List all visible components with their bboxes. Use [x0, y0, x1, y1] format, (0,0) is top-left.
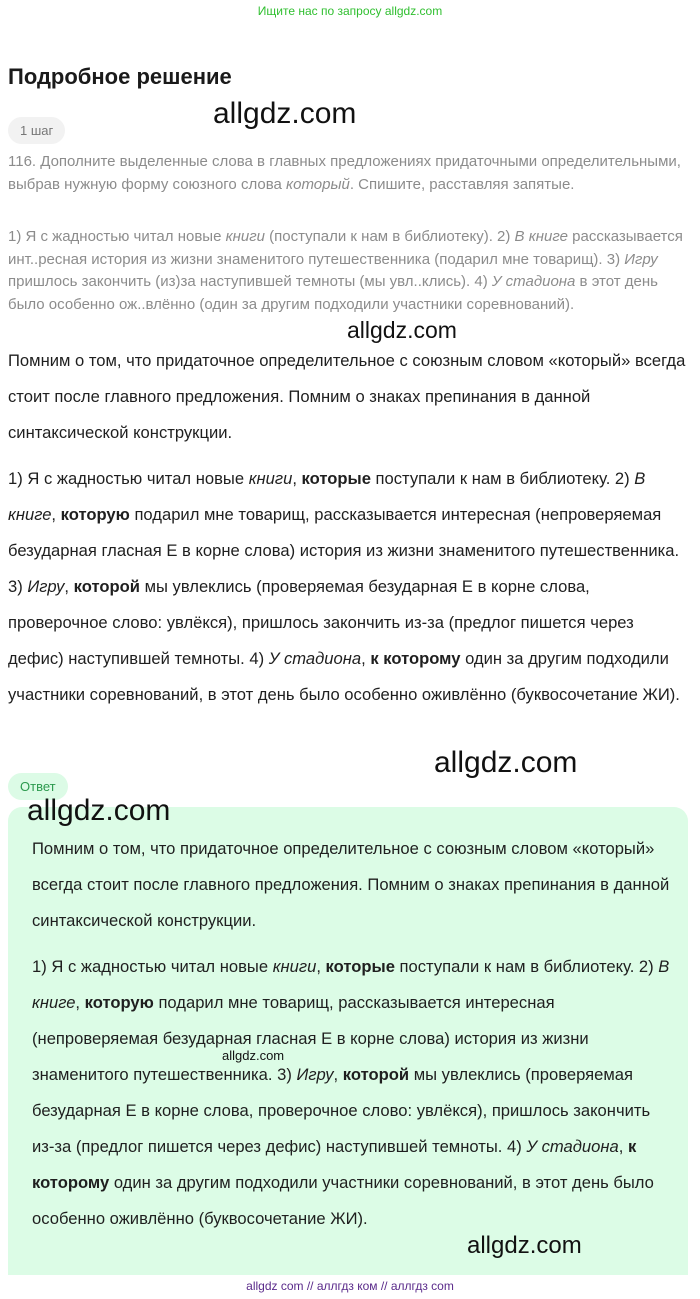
text-segment: ,: [51, 505, 61, 524]
bold-text: которые: [325, 957, 395, 976]
italic-text: который: [286, 175, 350, 193]
italic-text: книги: [272, 957, 317, 976]
text-segment: ,: [64, 577, 74, 596]
italic-text: У стадиона: [526, 1137, 619, 1156]
text-segment: . Спишите, расставляя запятые.: [349, 175, 575, 193]
text-segment: ,: [292, 469, 302, 488]
text-segment: 1) Я с жадностью читал новые: [32, 957, 273, 976]
italic-text: В книге: [32, 957, 670, 1012]
italic-text: Игру: [27, 577, 65, 596]
text-segment: ,: [361, 649, 371, 668]
text-segment: один за другим подходили участники соревнований, в этот день было особенно оживлённо (буквосочетание ЖИ).: [32, 1173, 654, 1228]
text-segment: ,: [316, 957, 326, 976]
answer-badge: Ответ: [8, 773, 68, 800]
text-segment: поступали к нам в библиотеку. 2): [370, 469, 635, 488]
text-segment: мы увлеклись (проверяемая безударная Е в корне слова, проверочное слово: увлёкся), пришлось закончить из-за (предлог пишется через дефис) наступившей темноты. 4): [8, 577, 634, 668]
solution-text: [8, 461, 692, 713]
watermark: allgdz.com: [213, 97, 357, 130]
watermark: allgdz.com: [347, 317, 457, 343]
answer-text: [32, 949, 672, 1237]
text-segment: в этот день было особенно ож..влённо (один за другим подходили участники соревнований).: [8, 273, 658, 313]
text-segment: подарил мне товарищ, рассказывается интересная (непроверяемая безударная гласная Е в корне слова) история из жизни знаменитого путешественника. 3): [8, 505, 680, 596]
italic-text: У стадиона: [268, 649, 362, 668]
text-segment: пришлось закончить (из)за наступившей темноты (мы увл..клись). 4): [8, 273, 492, 290]
bold-text: которые: [301, 469, 371, 488]
text-segment: ,: [75, 993, 85, 1012]
watermark: allgdz.com: [434, 746, 578, 779]
italic-text: Игру: [296, 1065, 334, 1084]
bold-text: которую: [84, 993, 154, 1012]
text-segment: Помним о том, что придаточное определительное с союзным словом «который» всегда стоит после главного предложения. Помним о знаках препинания в данной синтаксической конструкции.: [8, 351, 686, 442]
text-segment: Помним о том, что придаточное определительное с союзным словом «который» всегда стоит после главного предложения. Помним о знаках препинания в данной синтаксической конструкции.: [32, 839, 670, 930]
bold-text: к которому: [370, 649, 461, 668]
text-segment: подарил мне товарищ, рассказывается интересная (непроверяемая безударная гласная Е в корне слова) история из жизни знаменитого путешественника. 3): [32, 993, 589, 1084]
bold-text: которую: [60, 505, 130, 524]
italic-text: книги: [225, 228, 265, 245]
text-segment: 1) Я с жадностью читал новые: [8, 228, 226, 245]
italic-text: книги: [248, 469, 293, 488]
italic-text: В книге: [514, 228, 568, 245]
text-segment: (поступали к нам в библиотеку). 2): [265, 228, 515, 245]
bold-text: которой: [342, 1065, 410, 1084]
task-sentences: [8, 226, 694, 316]
watermark: allgdz.com: [467, 1232, 582, 1259]
watermark: allgdz.com: [27, 794, 171, 827]
text-segment: 116. Дополните выделенные слова в главных предложениях придаточными определительными, выбрав нужную форму союзного слова: [8, 153, 681, 193]
bold-text: которой: [73, 577, 140, 596]
italic-text: В книге: [8, 469, 646, 524]
footer: allgdz com // аллгдз ком // аллгдз com: [246, 1279, 454, 1293]
top-banner: Ищите нас по запросу allgdz.com: [257, 4, 443, 18]
text-segment: один за другим подходили участники соревнований, в этот день было особенно оживлённо (буквосочетание ЖИ).: [8, 649, 680, 704]
solution-intro: [8, 343, 692, 451]
italic-text: У стадиона: [491, 273, 576, 290]
text-segment: поступали к нам в библиотеку. 2): [394, 957, 659, 976]
text-segment: ,: [618, 1137, 628, 1156]
text-segment: 1) Я с жадностью читал новые: [8, 469, 249, 488]
task-statement: [8, 151, 694, 196]
bold-text: к которому: [32, 1137, 637, 1192]
watermark: allgdz.com: [222, 1048, 285, 1063]
step-badge: 1 шаг: [8, 117, 65, 144]
italic-text: Игру: [624, 250, 658, 268]
text-segment: мы увлеклись (проверяемая безударная Е в корне слова, проверочное слово: увлёкся), пришлось закончить из-за (предлог пишется через дефис) наступившей темноты. 4): [32, 1065, 651, 1156]
answer-intro: [32, 831, 672, 939]
text-segment: ,: [333, 1065, 343, 1084]
page-title: Подробное решение: [8, 64, 232, 89]
text-segment: рассказывается инт..ресная история из жизни знаменитого путешественника (подарил мне товарищ). 3): [8, 228, 683, 268]
